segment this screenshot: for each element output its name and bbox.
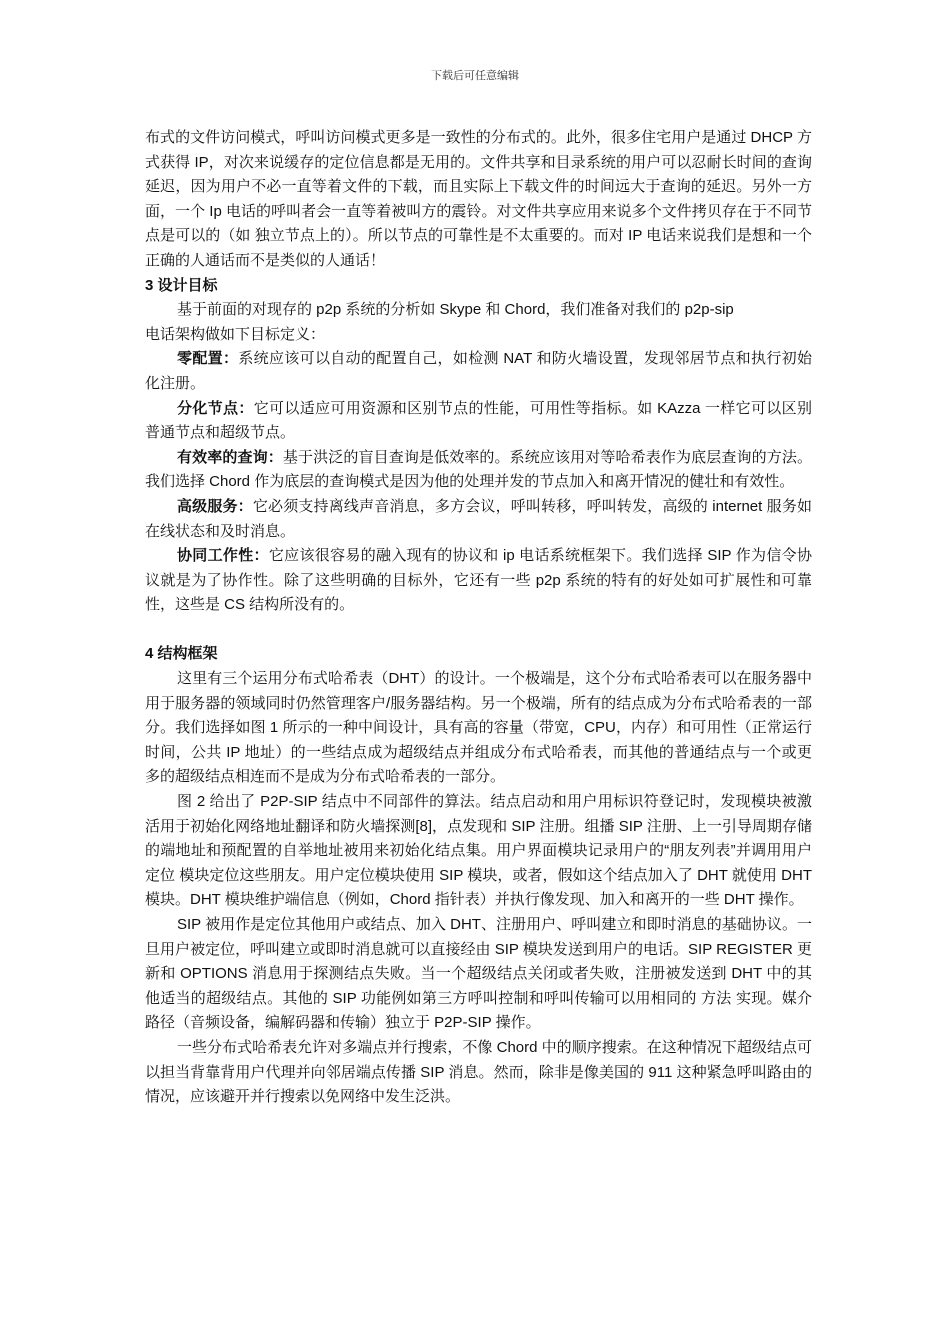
section-4-heading: 4 结构框架 — [145, 645, 218, 663]
intro-paragraph: 布式的文件访问模式，呼叫访问模式更多是一致性的分布式的。此外，很多住宅用户是通过 DHCP 方式获得 IP，对次来说缓存的定位信息都是无用的。文件共享和目录系统的用户可以忍耐长时间的查询延迟，因为用户不必一直等着文件的下载，而且实际上下载文件的时间远大于查询的延迟。另外一方面，一个 Ip 电话的呼叫者会一直等着被叫方的震铃。对文件共享应用来说多个文件拷贝存在于不同节点是可以的（如 独立节点上的）。所以节点的可靠性是不太重要的。而对 IP 电话来说我们是想和一个正确的人通话而不是类似的人通话！ — [145, 129, 812, 269]
page-header: 下载后可任意编辑 — [431, 70, 519, 82]
goal-differentiated-nodes — [145, 397, 812, 446]
section-4-paragraph: SIP 被用作是定位其他用户或结点、加入 DHT、注册用户、呼叫建立和即时消息的基础协议。一旦用户被定位，呼叫建立或即时消息就可以直接经由 SIP 模块发送到用户的电话。SIP REGISTER 更新和 OPTIONS 消息用于探测结点失败。当一个超级结点关闭或者失败，注册被发送到 DHT 中的其他适当的超级结点。其他的 SIP 功能例如第三方呼叫控制和呼叫传输可以用相同的 方法 实现。媒介路径（音频设备，编解码器和传输）独立于 P2P-SIP 操作。 — [145, 916, 812, 1032]
goal-term: 高级服务： — [177, 497, 253, 515]
paragraph-spacer — [145, 618, 812, 643]
goal-text: 基于洪泛的盲目查询是低效率的。系统应该用对等哈希表作为底层查询的方法。我们选择 Chord 作为底层的查询模式是因为他的处理并发的节点加入和离开情况的健壮和有效性。 — [145, 448, 812, 491]
goal-interoperability — [145, 544, 812, 618]
section-4-paragraph: 图 2 给出了 P2P-SIP 结点中不同部件的算法。结点启动和用户用标识符登记时，发现模块被激活用于初始化网络地址翻译和防火墙探测[8]，点发现和 SIP 注册。组播 SIP 注册、上一引导周期存储的端地址和预配置的自举地址被用来初始化结点集。用户界面模块记录用户的“朋友列表”并调用用户定位 模块定位这些朋友。用户定位模块使用 SIP 模块，或者，假如这个结点加入了 DHT 就使用 DHT 模块。DHT 模块维护端信息（例如，Chord 指针表）并执行像发现、加入和离开的一些 DHT 操作。 — [145, 793, 812, 909]
document-body — [145, 126, 812, 1110]
goal-zero-config — [145, 347, 812, 396]
goal-efficient-lookup — [145, 446, 812, 495]
section-4-paragraph: 一些分布式哈希表允许对多端点并行搜索，不像 Chord 中的顺序搜索。在这种情况下超级结点可以担当背靠背用户代理并向邻居端点传播 SIP 消息。然而，除非是像美国的 911 这种紧急呼叫路由的情况，应该避开并行搜索以免网络中发生泛洪。 — [145, 1038, 812, 1106]
goal-term: 零配置： — [177, 350, 239, 368]
goal-term: 有效率的查询： — [177, 448, 283, 466]
goal-advanced-services — [145, 495, 812, 544]
goal-text: 它必须支持离线声音消息，多方会议，呼叫转移，呼叫转发，高级的 internet 服务如在线状态和及时消息。 — [145, 497, 812, 540]
goal-text: 它可以适应可用资源和区别节点的性能，可用性等指标。如 KAzza 一样它可以区别普通节点和超级节点。 — [145, 399, 812, 442]
section-3-heading: 3 设计目标 — [145, 276, 218, 294]
goal-text: 它应该很容易的融入现有的协议和 ip 电话系统框架下。我们选择 SIP 作为信令协议就是为了协作性。除了这些明确的目标外，它还有一些 p2p 系统的特有的好处如可扩展性和可靠性，这些是 CS 结构所没有的。 — [145, 547, 812, 614]
goal-term: 协同工作性： — [177, 547, 269, 565]
section-4-paragraph: 这里有三个运用分布式哈希表（DHT）的设计。一个极端是，这个分布式哈希表可以在服务器中用于服务器的领域同时仍然管理客户/服务器结构。另一个极端，所有的结点成为分布式哈希表的一部分。我们选择如图 1 所示的一种中间设计，具有高的容量（带宽，CPU，内存）和可用性（正常运行时间，公共 IP 地址）的一些结点成为超级结点并组成分布式哈希表，而其他的普通结点与一个或更多的超级结点相连而不是成为分布式哈希表的一部分。 — [145, 670, 812, 786]
goal-text: 系统应该可以自动的配置自己，如检测 NAT 和防火墙设置，发现邻居节点和执行初始化注册。 — [145, 350, 812, 392]
goal-term: 分化节点： — [177, 399, 254, 417]
section-3-intro-line-2: 电话架构做如下目标定义： — [145, 325, 326, 343]
section-3-intro-line-1: 基于前面的对现存的 p2p 系统的分析如 Skype 和 Chord，我们准备对我们的 p2p-sip — [177, 301, 734, 319]
